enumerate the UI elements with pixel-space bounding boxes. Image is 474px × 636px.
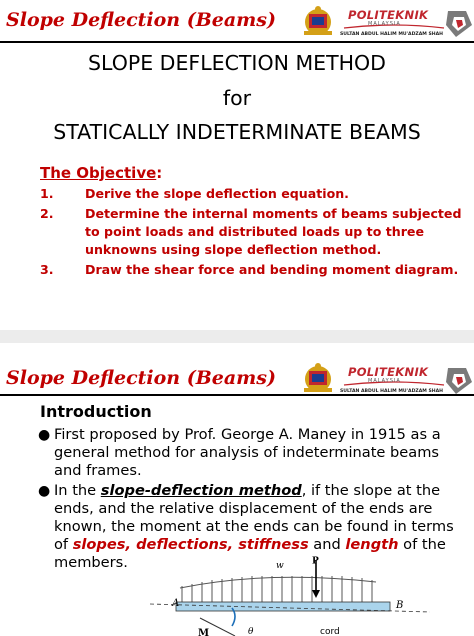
highlight-slopes: slopes — [72, 536, 126, 553]
beam-diagram — [140, 556, 440, 636]
logo-campus: SULTAN ABDUL HALIM MU'ADZAM SHAH — [340, 389, 443, 394]
support-b-label: B — [396, 600, 404, 611]
bullet-text-part: and — [308, 536, 346, 553]
objective-number: 3. — [40, 262, 54, 277]
logo — [298, 3, 474, 43]
bullet-text-part: , if the slope at the ends, and the relative displacement of the ends are known, the moment at the ends can be found in terms of — [54, 482, 454, 553]
load-p-label: P — [312, 556, 319, 567]
logo-campus: SULTAN ABDUL HALIM MU'ADZAM SHAH — [340, 32, 443, 37]
logo-sub: MALAYSIA — [368, 21, 401, 27]
logo-name: POLITEKNIK — [348, 365, 429, 379]
title-line-2: for — [222, 86, 252, 110]
objective-colon: : — [156, 164, 163, 182]
theta-label: θ — [248, 627, 254, 636]
highlight-separator: , — [227, 536, 239, 553]
bullet-text-part: of the members. — [54, 536, 446, 571]
bullet-text: First proposed by Prof. George A. Maney in 1915 as a general method for analysis of indeterminate beams and frames. — [54, 426, 441, 479]
slide-separator — [0, 330, 474, 343]
highlight-separator: , — [125, 536, 137, 553]
bullet-icon: ● — [38, 483, 51, 499]
highlight-stiffness: stiffness — [238, 536, 309, 553]
key-term: slope-deflection method — [100, 482, 302, 499]
logo-sub: MALAYSIA — [368, 378, 401, 384]
beam-icon — [176, 602, 390, 611]
title-line-1: SLOPE DEFLECTION METHOD — [88, 51, 386, 75]
section-heading: Introduction — [40, 402, 152, 421]
objective-text: Determine the internal moments of beams subjected to point loads and distributed loads up to three unknowns using slope deflection method. — [85, 206, 462, 257]
distributed-load-arrows — [182, 576, 372, 602]
cord-label: cord — [320, 627, 340, 636]
header-divider — [0, 41, 474, 43]
highlight-deflections: deflections — [136, 536, 228, 553]
title-line-3: STATICALLY INDETERMINATE BEAMS — [53, 120, 421, 144]
moment-label: M — [198, 628, 210, 636]
objective-number: 1. — [40, 186, 54, 201]
objective-label: The Objective — [40, 164, 157, 182]
header-title: Slope Deflection (Beams) — [6, 9, 276, 31]
objective-heading — [40, 164, 162, 182]
header-divider — [0, 394, 474, 396]
objective-text: Draw the shear force and bending moment diagram. — [85, 262, 459, 277]
bullet-icon: ● — [38, 427, 51, 443]
logo-name: POLITEKNIK — [348, 8, 429, 22]
load-w-label: w — [276, 561, 284, 571]
highlight-length: length — [345, 536, 399, 553]
objective-text: Derive the slope deflection equation. — [85, 186, 349, 201]
bullet-text-part: In the — [54, 482, 101, 499]
support-a-label: A — [172, 598, 180, 609]
objective-number: 2. — [40, 206, 54, 221]
header-title: Slope Deflection (Beams) — [6, 367, 276, 389]
slide-2 — [0, 343, 474, 636]
